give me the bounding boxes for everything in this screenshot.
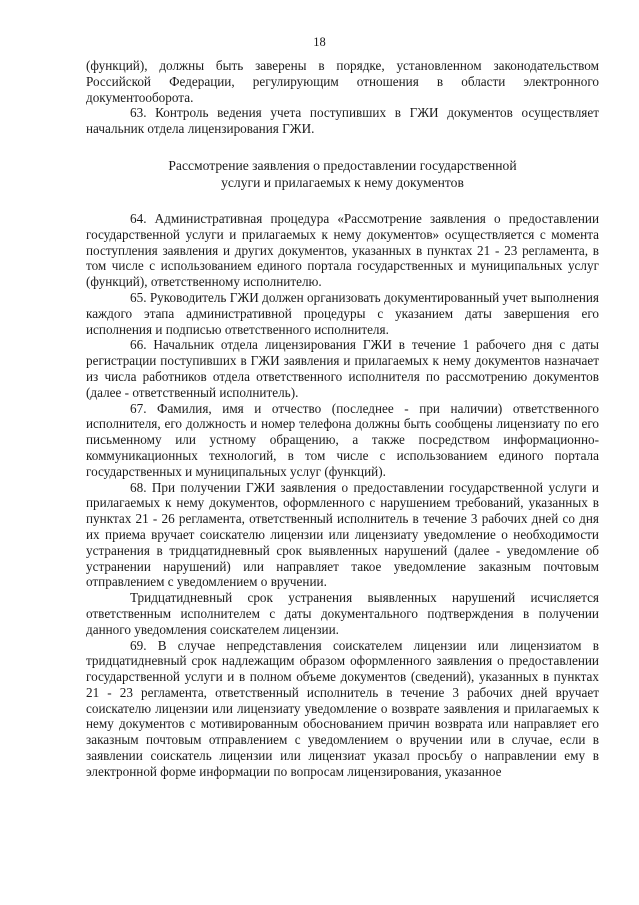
document-body [86, 58, 599, 780]
section-heading-line-1: Рассмотрение заявления о предоставлении государственной [168, 157, 517, 173]
page-number: 18 [313, 35, 326, 49]
paragraph-66: 66. Начальник отдела лицензирования ГЖИ в течение 1 рабочего дня с даты регистрации поступивших в ГЖИ заявления и прилагаемых к нему документов назначает из числа работников отдела ответственного исполнителя по рассмотрению документов (далее - ответственный исполнитель). [86, 337, 599, 400]
paragraph-continuation: (функций), должны быть заверены в порядке, установленном законодательством Российской Федерации, регулирующим отношения в области электронного документооборота. [86, 58, 599, 105]
paragraph-63: 63. Контроль ведения учета поступивших в ГЖИ документов осуществляет начальник отдела лицензирования ГЖИ. [86, 105, 599, 137]
paragraph-67: 67. Фамилия, имя и отчество (последнее - при наличии) ответственного исполнителя, его должность и номер телефона должны быть сообщены лицензиату по его письменному или устному обращению, а также посредством информационно-коммуникационных технологий, в том числе с использованием единого портала государственных и муниципальных услуг (функций). [86, 400, 599, 479]
section-heading [86, 157, 599, 191]
paragraph-65: 65. Руководитель ГЖИ должен организовать документированный учет выполнения каждого этапа административной процедуры с указанием даты завершения его исполнения и подписью ответственного исполнителя. [86, 289, 599, 337]
section-heading-line-2: услуги и прилагаемых к нему документов [221, 174, 464, 190]
paragraph-69: 69. В случае непредставления соискателем лицензии или лицензиатом в тридцатидневный срок надлежащим образом оформленного заявления о предоставлении государственной услуги и в полном объеме документов (сведений), указанных в пунктах 21 - 23 регламента, ответственный исполнитель в течение 3 рабочих дней вручает соискателю лицензии или лицензиату уведомление о возврате заявления и прилагаемых к нему документов с мотивированным обоснованием причин возврата или направляет его заказным почтовым отправлением с уведомлением о вручении или в случае, если в заявлении соискатель лицензии или лицензиат указал просьбу о направлении ему в электронной форме информации по вопросам лицензирования, указанное [86, 637, 599, 779]
paragraph-68-continuation: Тридцатидневный срок устранения выявленных нарушений исчисляется ответственным исполнителем с даты документального подтверждения в получении данного уведомления соискателем лицензии. [86, 590, 599, 637]
paragraph-68: 68. При получении ГЖИ заявления о предоставлении государственной услуги и прилагаемых к нему документов, оформленного с нарушением требований, указанных в пунктах 21 - 26 регламента, ответственный исполнитель в течение 3 рабочих дней со дня их приема вручает соискателю лицензии или лицензиату уведомление о необходимости устранения в тридцатидневный срок выявленных нарушений (далее - уведомление об устранении нарушений) или направляет такое уведомление заказным почтовым отправлением с уведомлением о вручении. [86, 479, 599, 590]
paragraph-64: 64. Административная процедура «Рассмотрение заявления о предоставлении государственной услуги и прилагаемых к нему документов» осуществляется с момента поступления заявления и других документов, указанных в пунктах 21 - 23 регламента, в том числе с использованием единого портала государственных и муниципальных услуг (функций), ответственному исполнителю. [86, 210, 599, 290]
